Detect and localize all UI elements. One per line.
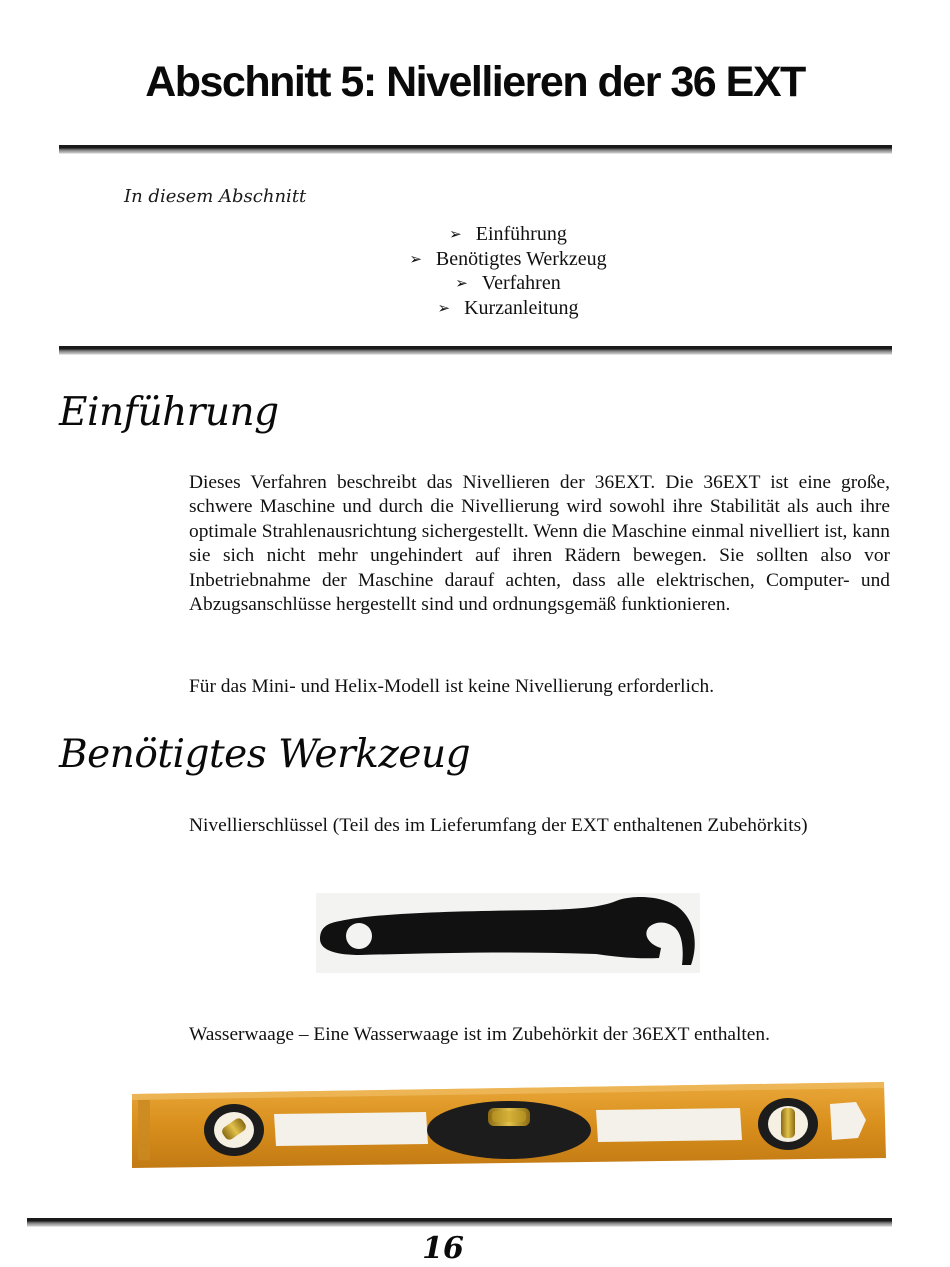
- toc-item-label: Einführung: [475, 223, 567, 245]
- toc-item: [0, 247, 950, 272]
- arrow-bullet-icon: ➢: [409, 249, 422, 268]
- arrow-bullet-icon: ➢: [449, 225, 462, 243]
- toc-item-label: Verfahren: [481, 272, 561, 294]
- header-rule: [59, 145, 892, 154]
- introduction-paragraph: Dieses Verfahren beschreibt das Nivellieren der 36EXT. Die 36EXT ist eine große, schwere Maschine und durch die Nivellierung wird sowohl ihre Stabilität als auch ihre optimale Strahlenausrichtung sichergestellt. Wenn die Maschine einmal nivelliert ist, kann sie sich nicht mehr ungehindert auf ihren Rädern bewegen. Sie sollten also vor Inbetriebnahme der Maschine darauf achten, dass alle elektrischen, Computer- und Abzugsanschlüsse hergestellt sind und ordnungsgemäß funktionieren.: [189, 472, 890, 616]
- toc-item: [0, 296, 950, 321]
- wrench-caption: Nivellierschlüssel (Teil des im Lieferumfang der EXT enthaltenen Zubehörkits): [189, 815, 808, 836]
- leveling-wrench-image: [316, 893, 700, 973]
- introduction-heading: Einführung: [59, 390, 279, 435]
- tools-heading: Benötigtes Werkzeug: [59, 732, 471, 777]
- level-caption: Wasserwaage – Eine Wasserwaage ist im Zubehörkit der 36EXT enthalten.: [189, 1024, 770, 1045]
- introduction-note: Für das Mini- und Helix-Modell ist keine Nivellierung erforderlich.: [189, 676, 715, 697]
- page-number: 16: [422, 1231, 464, 1266]
- toc-item-label: Kurzanleitung: [464, 296, 579, 319]
- section-contents-list: [0, 222, 950, 320]
- arrow-bullet-icon: ➢: [437, 298, 451, 317]
- toc-item: [0, 271, 950, 296]
- contents-rule: [59, 346, 892, 355]
- toc-item: [0, 222, 950, 247]
- footer-rule: [27, 1218, 892, 1227]
- spirit-level-image: [128, 1078, 888, 1172]
- toc-item-label: Benötigtes Werkzeug: [435, 247, 607, 270]
- chapter-title: Abschnitt 5: Nivellieren der 36 EXT: [145, 58, 805, 106]
- in-section-label: In diesem Abschnitt: [124, 186, 307, 207]
- arrow-bullet-icon: ➢: [455, 274, 468, 292]
